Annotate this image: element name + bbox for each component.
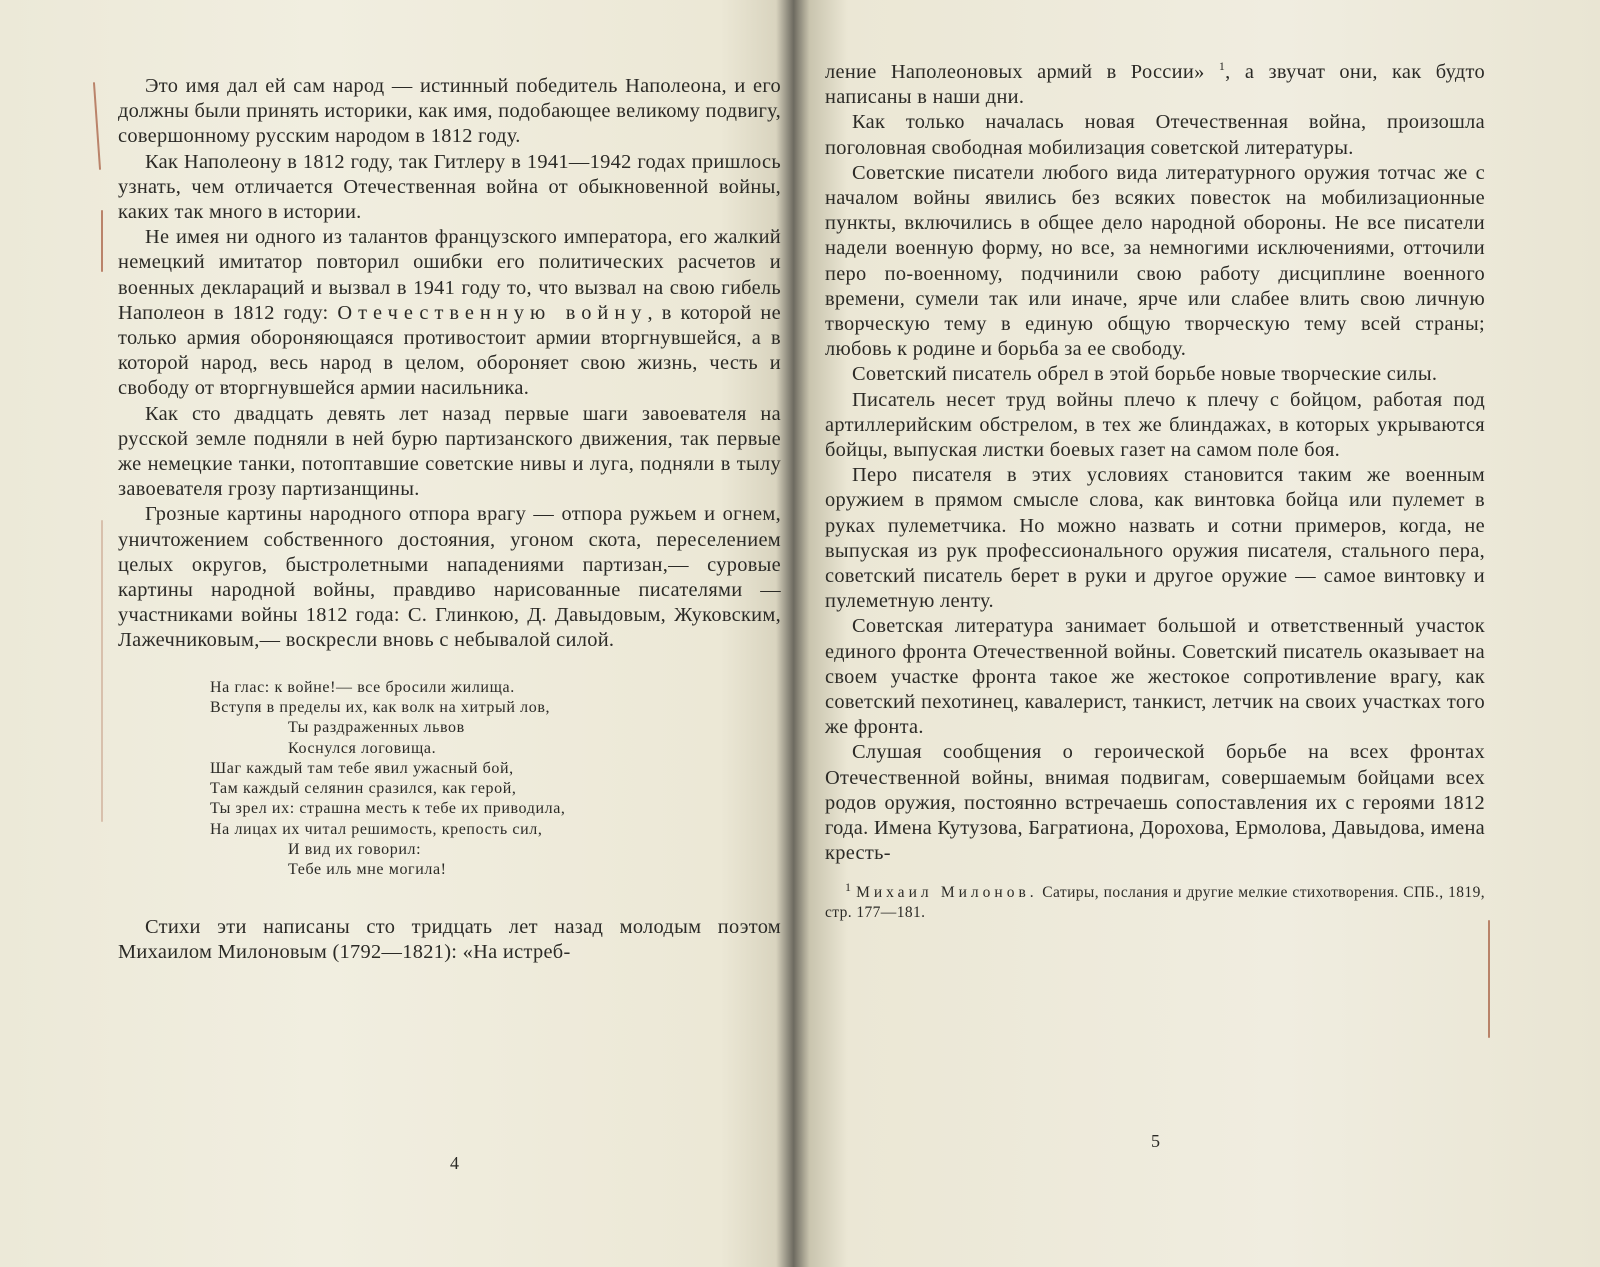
poem-line: Ты зрел их: страшна месть к тебе их приводила, xyxy=(210,800,566,818)
paragraph-text: , а звучат они, как будто написаны в наши дни. xyxy=(825,61,1485,109)
margin-pencil-mark xyxy=(101,520,103,822)
paragraph: Писатель несет труд войны плечо к плечу с бойцом, работая под артиллерийским обстрелом, в тех же блиндажах, в которых укрываются бойцы, выпуская листки боевых газет на самом поле боя. xyxy=(825,388,1485,462)
poem-line: На лицах их читал решимость, крепость сил, xyxy=(210,820,543,838)
poem-line: Ты раздраженных львов xyxy=(288,719,465,737)
paragraph: Советский писатель обрел в этой борьбе новые творческие силы. xyxy=(852,363,1438,386)
paragraph: Как сто двадцать девять лет назад первые шаги завоевателя на русской земле подняли в ней бурю партизанского движения, так первые же немецкие танки, потоптавшие советские нивы и луга, подняли в тылу завоевателя грозу партизанщины. xyxy=(118,402,781,501)
poem-line: И вид их говорил: xyxy=(288,841,422,859)
footnote-number: 1 xyxy=(845,879,852,894)
footnote-marker: 1 xyxy=(1218,59,1226,74)
paragraph: Слушая сообщения о героической борьбе на всех фронтах Отечественной войны, внимая подвигам, совершаемым бойцами всех родов оружия, постоянно встречаешь сопоставления их с героями 1812 года. Имена Кутузова, Багратиона, Дорохова, Ермолова, Давыдова, имена кресть- xyxy=(825,741,1486,865)
footnote-text: Сатиры, послания и другие мелкие стихотворения. СПБ., 1819, стр. 177—181. xyxy=(825,883,1485,921)
poem-quote xyxy=(210,678,781,881)
footnote xyxy=(825,879,1485,923)
paragraph xyxy=(825,60,1485,110)
page-number: 4 xyxy=(450,1153,460,1173)
emphasized-text: Отечественную войну xyxy=(337,301,648,324)
paragraph: Советские писатели любого вида литературного оружия тотчас же с началом войны явились без всяких повесток на мобилизационные пункты, включились в общее дело народной обороны. Не все писатели надели военную форму, но все, за немногими исключениями, отточили перо по-военному, подчинили свою работу дисциплине военного времени, сумели так или иначе, ярче или слабее влить свою личную творческую тему в единую общую творческую тему всей страны; любовь к родине и борьба за ее свободу. xyxy=(825,161,1485,361)
margin-pencil-mark xyxy=(101,210,103,272)
paragraph-text: , в которой не только армия обороняющаяся противостоит армии вторгнувшейся, а в которой народ, весь народ в целом, обороняет свою жизнь, честь и свободу от вторгнувшейся армии насильника. xyxy=(118,301,781,400)
margin-pencil-mark xyxy=(1488,920,1490,1038)
paragraph: Стихи эти написаны сто тридцать лет назад молодым поэтом Михаилом Милоновым (1792—1821): «На истреб- xyxy=(118,915,781,963)
poem-line: Шаг каждый там тебе явил ужасный бой, xyxy=(210,759,514,777)
paragraph: Это имя дал ей сам народ — истинный победитель Наполеона, и его должны были принять историки, как имя, подобающее великому подвигу, совершонному русским народом в 1812 году. xyxy=(118,75,781,148)
paragraph-text: Не имея ни одного из талантов французского императора, его жалкий немецкий имитатор повторил ошибки его политических расчетов и военных деклараций и вызвал в 1941 году то, что вызвал на свою гибель Наполеон в 1812 году: xyxy=(118,226,781,324)
margin-pencil-mark xyxy=(93,82,101,170)
footnote-author: Михаил Милонов. xyxy=(856,883,1038,901)
page-number: 5 xyxy=(1151,1131,1161,1151)
paragraph xyxy=(118,225,781,401)
poem-line: Там каждый селянин сразился, как герой, xyxy=(210,780,517,798)
poem-line: Вступя в пределы их, как волк на хитрый лов, xyxy=(210,698,551,716)
paragraph: Советская литература занимает большой и ответственный участок единого фронта Отечественной войны. Советский писатель оказывает на своем участке фронта такое же жестокое сопротивление врагу, как советский пехотинец, кавалерист, танкист, летчик на своих участках того же фронта. xyxy=(825,615,1485,739)
poem-line: Тебе иль мне могила! xyxy=(288,861,447,879)
paragraph-text: ление Наполеоновых армий в России» xyxy=(825,61,1205,83)
poem-line: Коснулся логовища. xyxy=(288,739,437,757)
paragraph: Грозные картины народного отпора врагу — отпора ружьем и огнем, уничтожением собственного достояния, угоном скота, переселением целых округов, быстролетными нападениями партизан,— суровые картины народной войны, правдиво нарисованные писателями — участниками войны 1812 года: С. Глинкою, Д. Давыдовым, Жуковским, Лажечниковым,— воскресли вновь с небывалой силой. xyxy=(118,503,781,652)
paragraph: Как Наполеону в 1812 году, так Гитлеру в 1941—1942 годах пришлось узнать, чем отличается Отечественная война от обыкновенной войны, каких так много в истории. xyxy=(118,150,781,224)
left-page xyxy=(118,60,781,965)
paragraph: Перо писателя в этих условиях становится таким же военным оружием в прямом смысле слова, как винтовка бойца или пулемет в руках пулеметчика. Но можно назвать и сотни примеров, когда, не выпуская из рук профессионального оружия писателя, стального пера, советский писатель берет в руки и другое оружие — самое винтовку и пулеметную ленту. xyxy=(825,464,1485,613)
right-page xyxy=(825,60,1485,923)
poem-line: На глас: к войне!— все бросили жилища. xyxy=(210,678,515,696)
paragraph: Как только началась новая Отечественная война, произошла поголовная свободная мобилизация советской литературы. xyxy=(825,111,1485,159)
